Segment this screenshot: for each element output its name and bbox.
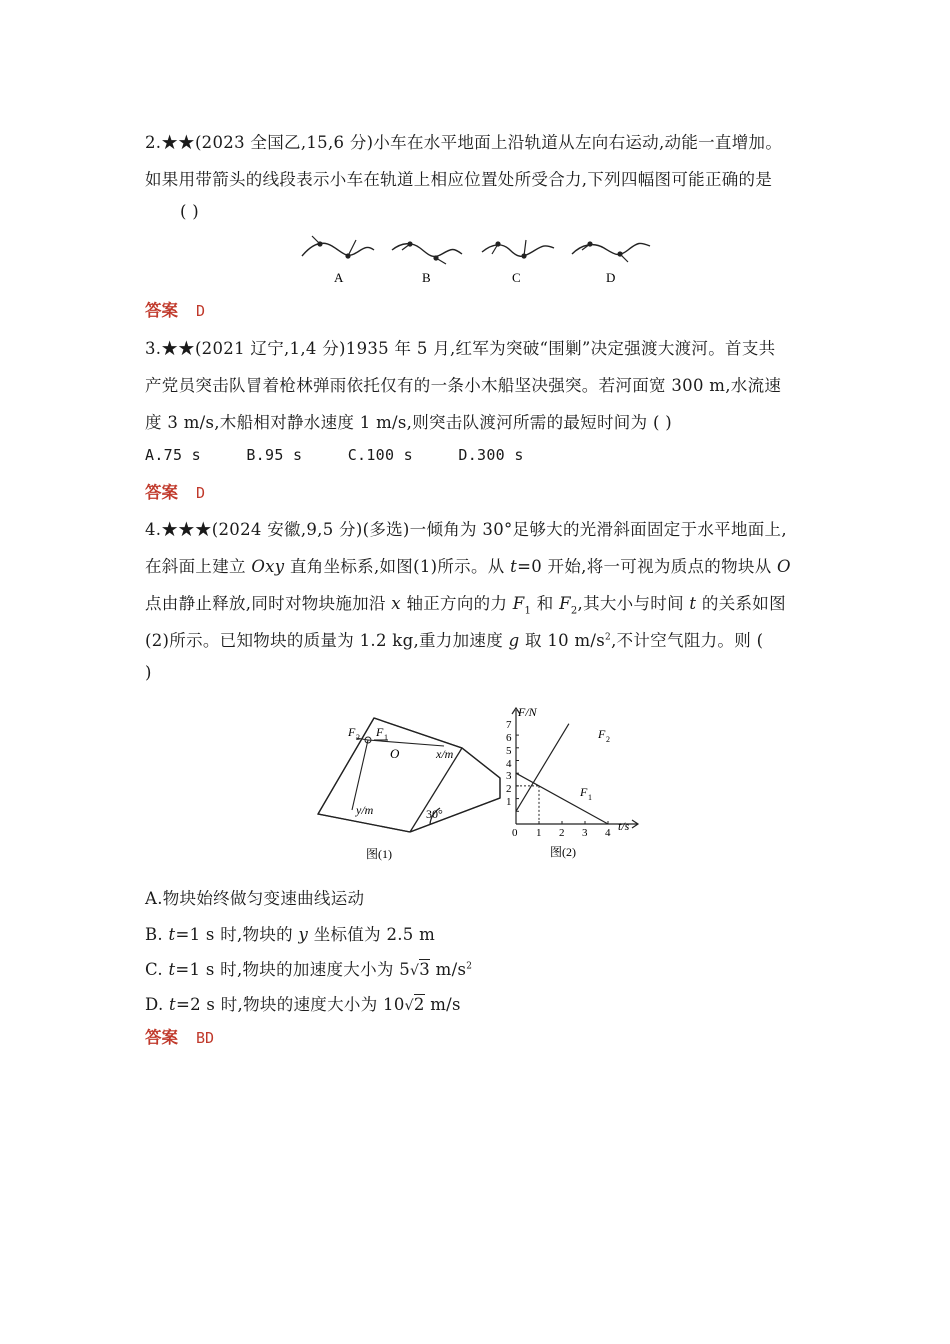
q2-line-1: 2.★★(2023 全国乙,15,6 分)小车在水平地面上沿轨道从左向右运动,动能一直增加。 xyxy=(145,133,783,152)
answer-value: BD xyxy=(196,1029,215,1047)
f2-xtick-0: 0 xyxy=(512,827,518,839)
answer-value: D xyxy=(196,302,206,320)
f2-ytick-7: 7 xyxy=(506,719,512,731)
q2-answer-paren: ( ) xyxy=(180,202,200,221)
svg-text:1: 1 xyxy=(588,793,592,802)
answer-label: 答案 xyxy=(145,1028,178,1047)
f2-xtick-3: 3 xyxy=(582,827,588,839)
q3-option-a: A.75 s xyxy=(145,446,201,464)
q2-line-2: 如果用带箭头的线段表示小车在轨道上相应位置处所受合力,下列四幅图可能正确的是 xyxy=(145,170,773,189)
svg-text:t/s: t/s xyxy=(618,819,630,833)
q3-line-3: 度 3 m/s,木船相对静水速度 1 m/s,则突击队渡河所需的最短时间为 ( ) xyxy=(145,413,672,432)
q4-option-b: B. t=1 s 时,物块的 y 坐标值为 2.5 m xyxy=(145,925,436,944)
q2-fig-label-b: B xyxy=(422,270,431,285)
f2-xtick-4: 4 xyxy=(605,827,611,839)
f2-ytick-5: 5 xyxy=(506,745,512,757)
q2-fig-label-a: A xyxy=(334,270,344,285)
svg-text:F: F xyxy=(580,785,588,799)
answer-label: 答案 xyxy=(145,483,178,502)
q4-option-a: A.物块始终做匀变速曲线运动 xyxy=(145,889,365,908)
svg-text:F: F xyxy=(348,725,356,739)
f2-ytick-3: 3 xyxy=(506,770,512,782)
svg-text:F: F xyxy=(376,725,384,739)
q3-option-b: B.95 s xyxy=(246,446,303,464)
q2-fig-label-c: C xyxy=(512,270,521,285)
q4-figure-1 xyxy=(312,710,502,865)
q4-option-d: D. t=2 s 时,物块的速度大小为 10√2 m/s xyxy=(145,995,461,1014)
f2-ytick-6: 6 xyxy=(506,732,512,744)
q4-line-3: 点由静止释放,同时对物块施加沿 x 轴正方向的力 $F_1$ 和 $F_2$,其大小与时间 t 的关系如图 xyxy=(145,594,786,617)
q2-figure xyxy=(298,232,658,288)
svg-text:F/N: F/N xyxy=(518,705,537,719)
q3-option-d: D.300 s xyxy=(458,446,524,464)
q3-options xyxy=(145,446,524,464)
svg-text:2: 2 xyxy=(356,733,360,742)
answer-label: 答案 xyxy=(145,301,178,320)
q3-line-1: 3.★★(2021 辽宁,1,4 分)1935 年 5 月,红军为突破“围剿”决定强渡大渡河。首支共 xyxy=(145,339,776,358)
svg-text:O: O xyxy=(390,746,400,761)
q4-fig1-caption: 图(1) xyxy=(366,847,392,861)
q4-answer xyxy=(145,1024,214,1048)
q4-line-4: (2)所示。已知物块的质量为 1.2 kg,重力加速度 g 取 10 $m/s^2$,不计空气阻力。则 ( xyxy=(145,631,764,650)
q4-line-2: 在斜面上建立 Oxy 直角坐标系,如图(1)所示。从 t=0 开始,将一可视为质点的物块从 O xyxy=(145,557,791,576)
q2-fig-label-d: D xyxy=(606,270,616,285)
f2-ytick-2: 2 xyxy=(506,783,512,795)
q3-option-c: C.100 s xyxy=(347,446,414,464)
svg-text:30°: 30° xyxy=(426,807,443,821)
q4-figure-2 xyxy=(500,704,645,865)
q3-answer xyxy=(145,479,205,503)
svg-text:x/m: x/m xyxy=(436,747,454,761)
svg-text:y/m: y/m xyxy=(356,803,374,817)
f2-ytick-1: 1 xyxy=(506,796,512,808)
svg-text:2: 2 xyxy=(606,735,610,744)
q4-fig2-caption: 图(2) xyxy=(550,845,576,859)
answer-value: D xyxy=(196,484,206,502)
f2-xtick-2: 2 xyxy=(559,827,565,839)
f2-tick-marks xyxy=(516,735,608,824)
svg-text:1: 1 xyxy=(384,733,388,742)
f2-xtick-1: 1 xyxy=(536,827,542,839)
q4-option-c: C. t=1 s 时,物块的加速度大小为 5√3 $m/s^2$ xyxy=(145,960,473,979)
f1-line xyxy=(516,773,608,824)
q4-line-1: 4.★★★(2024 安徽,9,5 分)(多选)一倾角为 30°足够大的光滑斜面固定于水平地面上, xyxy=(145,520,787,539)
svg-text:F: F xyxy=(598,727,606,741)
f2-ytick-4: 4 xyxy=(506,758,512,770)
q2-answer xyxy=(145,297,205,321)
q3-line-2: 产党员突击队冒着枪林弹雨依托仅有的一条小木船坚决强突。若河面宽 300 m,水流速 xyxy=(145,376,782,395)
q4-line-5: ) xyxy=(145,663,152,682)
